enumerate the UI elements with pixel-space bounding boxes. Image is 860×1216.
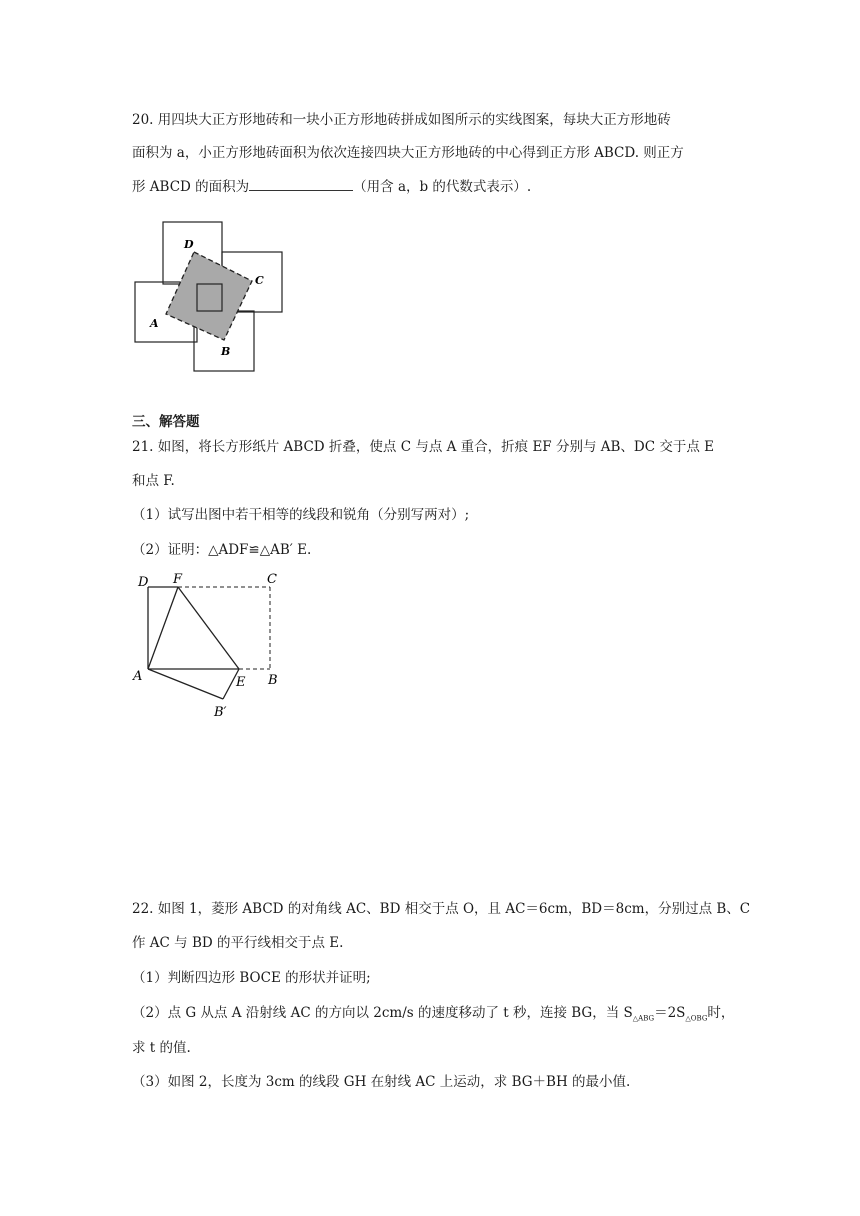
label-d: D (184, 238, 194, 251)
q22-line-1: 22. 如图 1，菱形 ABCD 的对角线 AC、BD 相交于点 O，且 AC＝6cm，BD＝8cm，分别过点 B、C (132, 901, 751, 917)
area-subscript-abg: △ABG (632, 1014, 655, 1023)
q20-line-1: 20. 用四块大正方形地砖和一块小正方形地砖拼成如图所示的实线图案，每块大正方形地砖 (132, 112, 671, 128)
q20-figure (128, 218, 290, 376)
q22-part-2-pre: （2）点 G 从点 A 沿射线 AC 的方向以 2cm/s 的速度移动了 t 秒，连接 BG，当 S (132, 1005, 633, 1021)
label-a: A (133, 669, 143, 684)
q20-line-2: 面积为 a，小正方形地砖面积为依次连接四块大正方形地砖的中心得到正方形 ABCD. 则正方 (132, 145, 684, 161)
q21-figure (130, 568, 290, 720)
label-b-prime: B′ (214, 705, 227, 720)
q21-part-2: （2）证明：△ADF≌△AB′ E. (132, 542, 312, 558)
q22-part-1: （1）判断四边形 BOCE 的形状并证明; (132, 970, 371, 986)
q20-line-3-post: （用含 a，b 的代数式表示）. (353, 179, 532, 195)
label-a: A (150, 317, 159, 330)
label-c: C (267, 572, 277, 587)
label-b: B (221, 345, 231, 358)
q22-part-2-post: 时， (707, 1005, 735, 1021)
q21-part-1: （1）试写出图中若干相等的线段和锐角（分别写两对）; (132, 507, 470, 523)
q22-part-2-mid: ＝2S (654, 1005, 686, 1021)
label-c: C (255, 274, 264, 287)
q22-part-2-line-2: 求 t 的值. (132, 1040, 191, 1056)
q22-part-2 (132, 1003, 734, 1029)
q22-part-3: （3）如图 2，长度为 3cm 的线段 GH 在射线 AC 上运动，求 BG＋BH 的最小值. (132, 1074, 631, 1090)
square-abcd (166, 252, 252, 340)
area-subscript-obg: △OBG (685, 1014, 708, 1023)
q20-line-3 (132, 177, 531, 197)
label-e: E (236, 675, 246, 690)
q22-line-2: 作 AC 与 BD 的平行线相交于点 E. (132, 935, 344, 951)
label-b: B (268, 673, 278, 688)
q20-line-3-pre: 形 ABCD 的面积为 (132, 179, 250, 195)
q21-line-2: 和点 F. (132, 473, 175, 489)
label-d: D (138, 575, 149, 590)
section-title: 三、解答题 (132, 414, 200, 430)
label-f: F (173, 572, 183, 587)
answer-blank (249, 178, 353, 191)
q21-line-1: 21. 如图，将长方形纸片 ABCD 折叠，使点 C 与点 A 重合，折痕 EF 分别与 AB、DC 交于点 E (132, 439, 715, 455)
